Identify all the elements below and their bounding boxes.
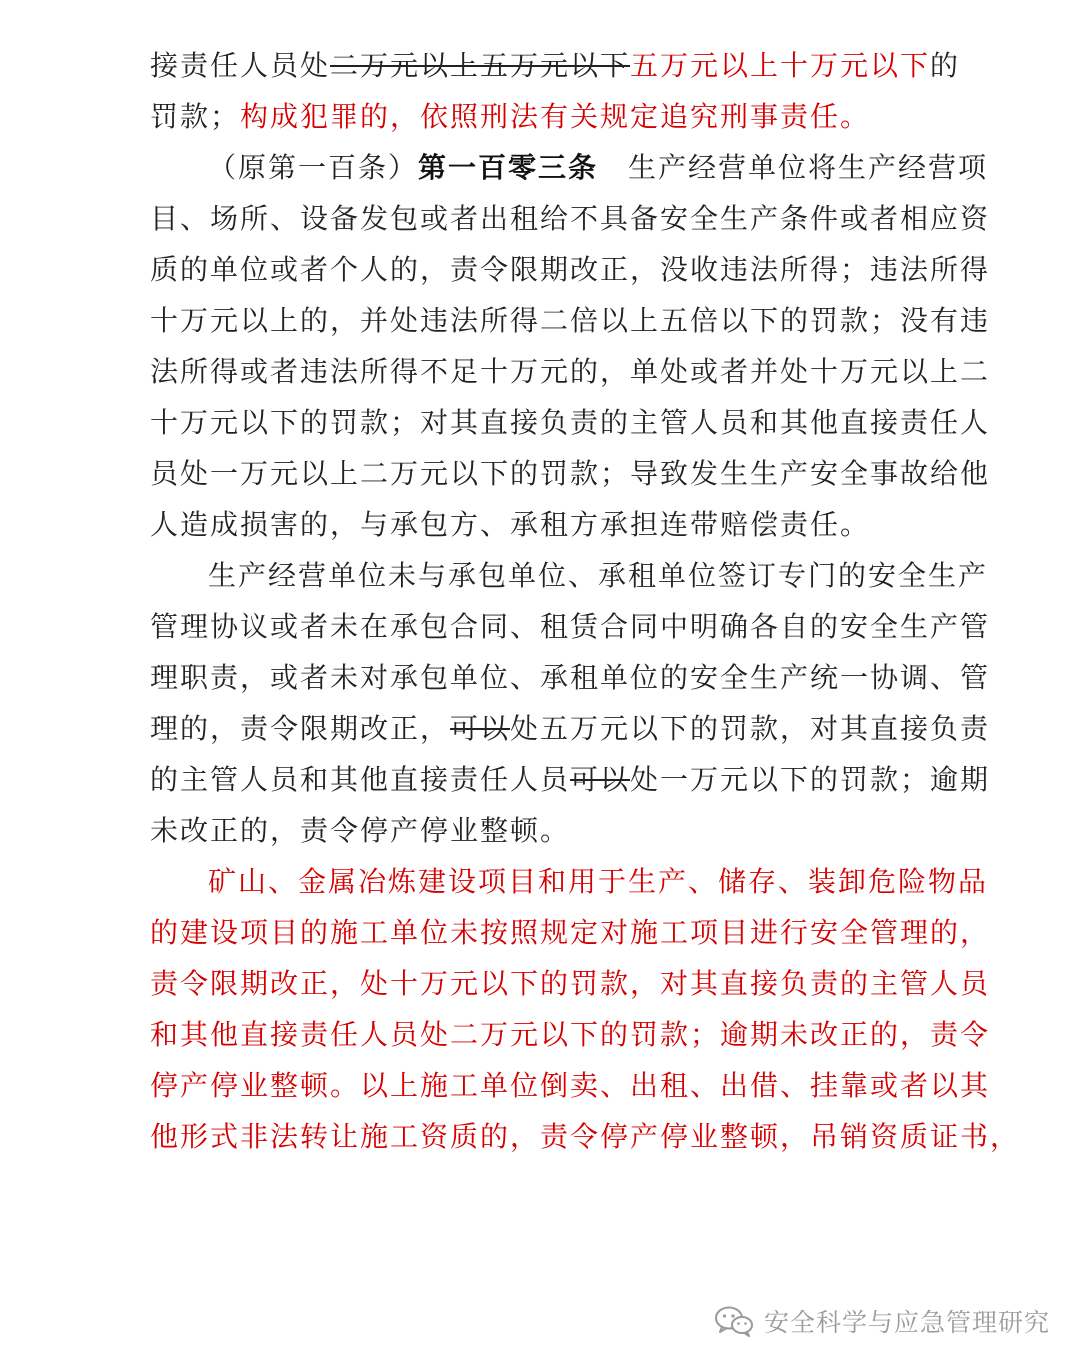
- text-segment: 的主管人员和其他直接责任人员: [150, 763, 571, 796]
- text-segment: 处五万元以下的罚款，对其直接负责: [510, 712, 991, 745]
- text-line: 管理协议或者未在承包合同、租赁合同中明确各自的安全生产管: [150, 610, 991, 643]
- text-line: [150, 754, 991, 805]
- text-segment: 接责任人员处: [150, 49, 331, 82]
- text-line: 员处一万元以上二万元以下的罚款；导致发生生产安全事故给他: [150, 457, 991, 490]
- text-line: [150, 91, 950, 142]
- text-line: 理职责，或者未对承包单位、承租单位的安全生产统一协调、管: [150, 661, 991, 694]
- text-segment: 理的，责令限期改正，: [150, 712, 451, 745]
- document-page: [150, 40, 1021, 1162]
- text-line: 十万元以上的，并处违法所得二倍以上五倍以下的罚款；没有违: [150, 304, 991, 337]
- text-line: 法所得或者违法所得不足十万元的，单处或者并处十万元以上二: [150, 355, 991, 388]
- wechat-icon: [714, 1305, 754, 1337]
- text-line: 他形式非法转让施工资质的，责令停产停业整顿，吊销资质证书，: [150, 1120, 1021, 1153]
- text-line: 目、场所、设备发包或者出租给不具备安全生产条件或者相应资: [150, 202, 991, 235]
- text-line: [150, 703, 991, 754]
- article-heading: 第一百零三条: [418, 151, 599, 184]
- deleted-text: 二万元以上五万元以下: [330, 49, 631, 82]
- text-line: 质的单位或者个人的，责令限期改正，没收违法所得；违法所得: [150, 253, 991, 286]
- paragraph-contractor-management: [150, 550, 991, 856]
- watermark: [714, 1304, 1050, 1338]
- text-line: 未改正的，责令停产停业整顿。: [150, 814, 571, 847]
- text-segment: 的: [930, 49, 961, 82]
- paragraph-penalty-continuation: [150, 40, 961, 142]
- article-origin-note: （原第一百条）: [208, 151, 419, 184]
- inserted-text: 构成犯罪的，依照刑法有关规定追究刑事责任。: [240, 100, 871, 133]
- text-line: 矿山、金属冶炼建设项目和用于生产、储存、装卸危险物品: [208, 865, 989, 898]
- text-line: 责令限期改正，处十万元以下的罚款，对其直接负责的主管人员: [150, 967, 991, 1000]
- text-segment: 处一万元以下的罚款；逾期: [630, 763, 991, 796]
- text-line: 生产经营单位未与承包单位、承租单位签订专门的安全生产: [208, 559, 989, 592]
- deleted-text: 可以: [570, 763, 631, 796]
- text-line: [150, 40, 961, 91]
- text-line: 和其他直接责任人员处二万元以下的罚款；逾期未改正的，责令: [150, 1018, 991, 1051]
- deleted-text: 可以: [450, 712, 511, 745]
- text-line: 十万元以下的罚款；对其直接负责的主管人员和其他直接责任人: [150, 406, 991, 439]
- text-line: 停产停业整顿。以上施工单位倒卖、出租、出借、挂靠或者以其: [150, 1069, 991, 1102]
- inserted-text: 五万元以上十万元以下: [630, 49, 931, 82]
- text-line: [150, 142, 989, 193]
- text-segment: 生产经营单位将生产经营项: [628, 151, 989, 184]
- text-segment: 罚款；: [150, 100, 241, 133]
- paragraph-article-103: [150, 142, 991, 550]
- paragraph-construction-projects: [150, 856, 1021, 1162]
- text-line: 人造成损害的，与承包方、承租方承担连带赔偿责任。: [150, 508, 871, 541]
- text-line: 的建设项目的施工单位未按照规定对施工项目进行安全管理的，: [150, 916, 991, 949]
- watermark-text: 安全科学与应急管理研究: [763, 1308, 1050, 1337]
